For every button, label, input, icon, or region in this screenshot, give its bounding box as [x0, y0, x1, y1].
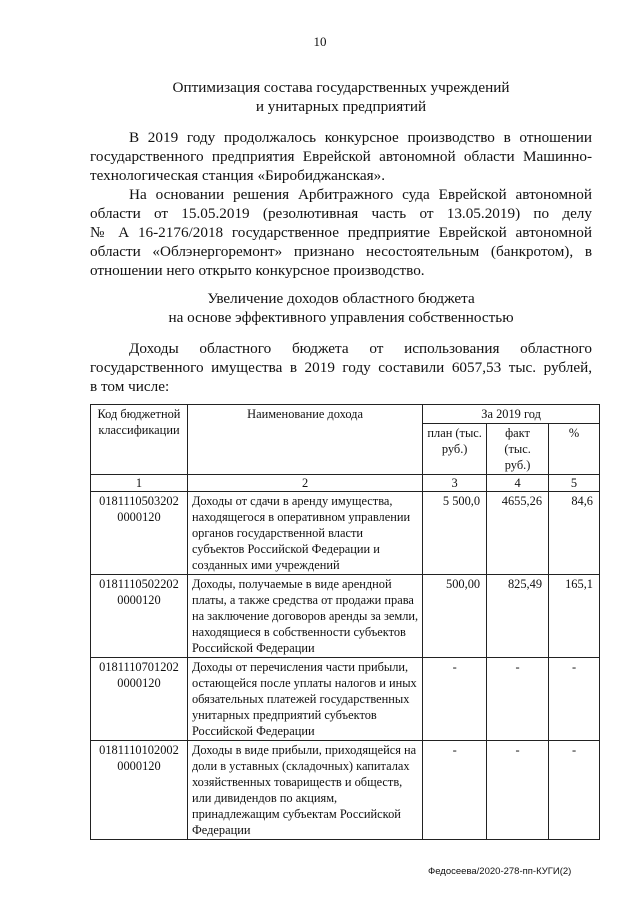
cell-fact: 4655,26 [487, 492, 549, 575]
header-name: Наименование дохода [187, 405, 422, 475]
section1-heading-line1: Оптимизация состава государственных учреждений [172, 79, 510, 96]
cell-code: 0181110102002 0000120 [91, 741, 188, 840]
table-row [91, 575, 600, 658]
header-plan: план (тыс. руб.) [423, 424, 487, 475]
paragraph-line: государственного имущества в 2019 году составили 6057,53 тыс. рублей, [90, 359, 592, 376]
cell-pct: - [549, 741, 600, 840]
index-cell: 2 [187, 475, 422, 492]
cell-pct: 84,6 [549, 492, 600, 575]
paragraph-line: № А 16-2176/2018 государственное предприятие Еврейской автономной [90, 224, 592, 241]
cell-code: 0181110503202 0000120 [91, 492, 188, 575]
table-header-row [91, 405, 600, 424]
section2-heading-line1: Увеличение доходов областного бюджета [207, 290, 475, 307]
index-cell: 1 [91, 475, 188, 492]
index-cell: 5 [549, 475, 600, 492]
section2-heading [90, 289, 592, 327]
table-row [91, 658, 600, 741]
paragraph-line: государственного предприятия Еврейской автономной области Машинно- [90, 148, 592, 165]
header-pct: % [549, 424, 600, 475]
income-table [90, 404, 600, 840]
cell-name: Доходы от сдачи в аренду имущества, находящегося в оперативном управлении органов государственной власти субъектов Российской Федерации и созданных ими учреждений [187, 492, 422, 575]
header-fact: факт (тыс. руб.) [487, 424, 549, 475]
cell-plan: 5 500,0 [423, 492, 487, 575]
paragraph-line: области от 15.05.2019 (резолютивная часть от 13.05.2019) по делу [90, 205, 592, 222]
cell-pct: 165,1 [549, 575, 600, 658]
section1-paragraph2 [90, 185, 592, 280]
table-index-row [91, 475, 600, 492]
cell-fact: - [487, 658, 549, 741]
cell-name: Доходы в виде прибыли, приходящейся на доли в уставных (складочных) капиталах хозяйственных товариществ и обществ, или дивидендов по акциям, принадлежащим субъектам Российской Федерации [187, 741, 422, 840]
section2-paragraph [90, 339, 592, 396]
paragraph-line: На основании решения Арбитражного суда Еврейской автономной [129, 186, 592, 203]
header-year: За 2019 год [423, 405, 600, 424]
cell-plan: - [423, 658, 487, 741]
page-number: 10 [313, 34, 327, 49]
section1-heading [90, 78, 592, 116]
table-row [91, 492, 600, 575]
paragraph-line: технологическая станция «Биробиджанская». [90, 167, 386, 184]
cell-fact: 825,49 [487, 575, 549, 658]
cell-code: 0181110502202 0000120 [91, 575, 188, 658]
cell-code: 0181110701202 0000120 [91, 658, 188, 741]
index-cell: 3 [423, 475, 487, 492]
header-code: Код бюджетной классификации [91, 405, 188, 475]
paragraph-line: отношении него открыто конкурсное производство. [90, 262, 425, 279]
table-row [91, 741, 600, 840]
cell-plan: - [423, 741, 487, 840]
paragraph-line: в том числе: [90, 378, 170, 395]
paragraph-line: В 2019 году продолжалось конкурсное производство в отношении [129, 129, 592, 146]
footer-reference: Федосеева/2020-278-пп-КУГИ(2) [428, 866, 572, 877]
cell-plan: 500,00 [423, 575, 487, 658]
cell-fact: - [487, 741, 549, 840]
paragraph-line: Доходы областного бюджета от использования областного [129, 340, 592, 357]
index-cell: 4 [487, 475, 549, 492]
cell-name: Доходы, получаемые в виде арендной платы, а также средства от продажи права на заключение договоров аренды за земли, находящиеся в собственности субъектов Российской Федерации [187, 575, 422, 658]
section2-heading-line2: на основе эффективного управления собственностью [168, 309, 514, 326]
cell-pct: - [549, 658, 600, 741]
section1-heading-line2: и унитарных предприятий [255, 98, 427, 115]
cell-name: Доходы от перечисления части прибыли, остающейся после уплаты налогов и иных обязательных платежей государственных унитарных предприятий субъектов Российской Федерации [187, 658, 422, 741]
paragraph-line: области «Облэнергоремонт» признано несостоятельным (банкротом), в [90, 243, 592, 260]
section1-paragraph1 [90, 128, 592, 185]
